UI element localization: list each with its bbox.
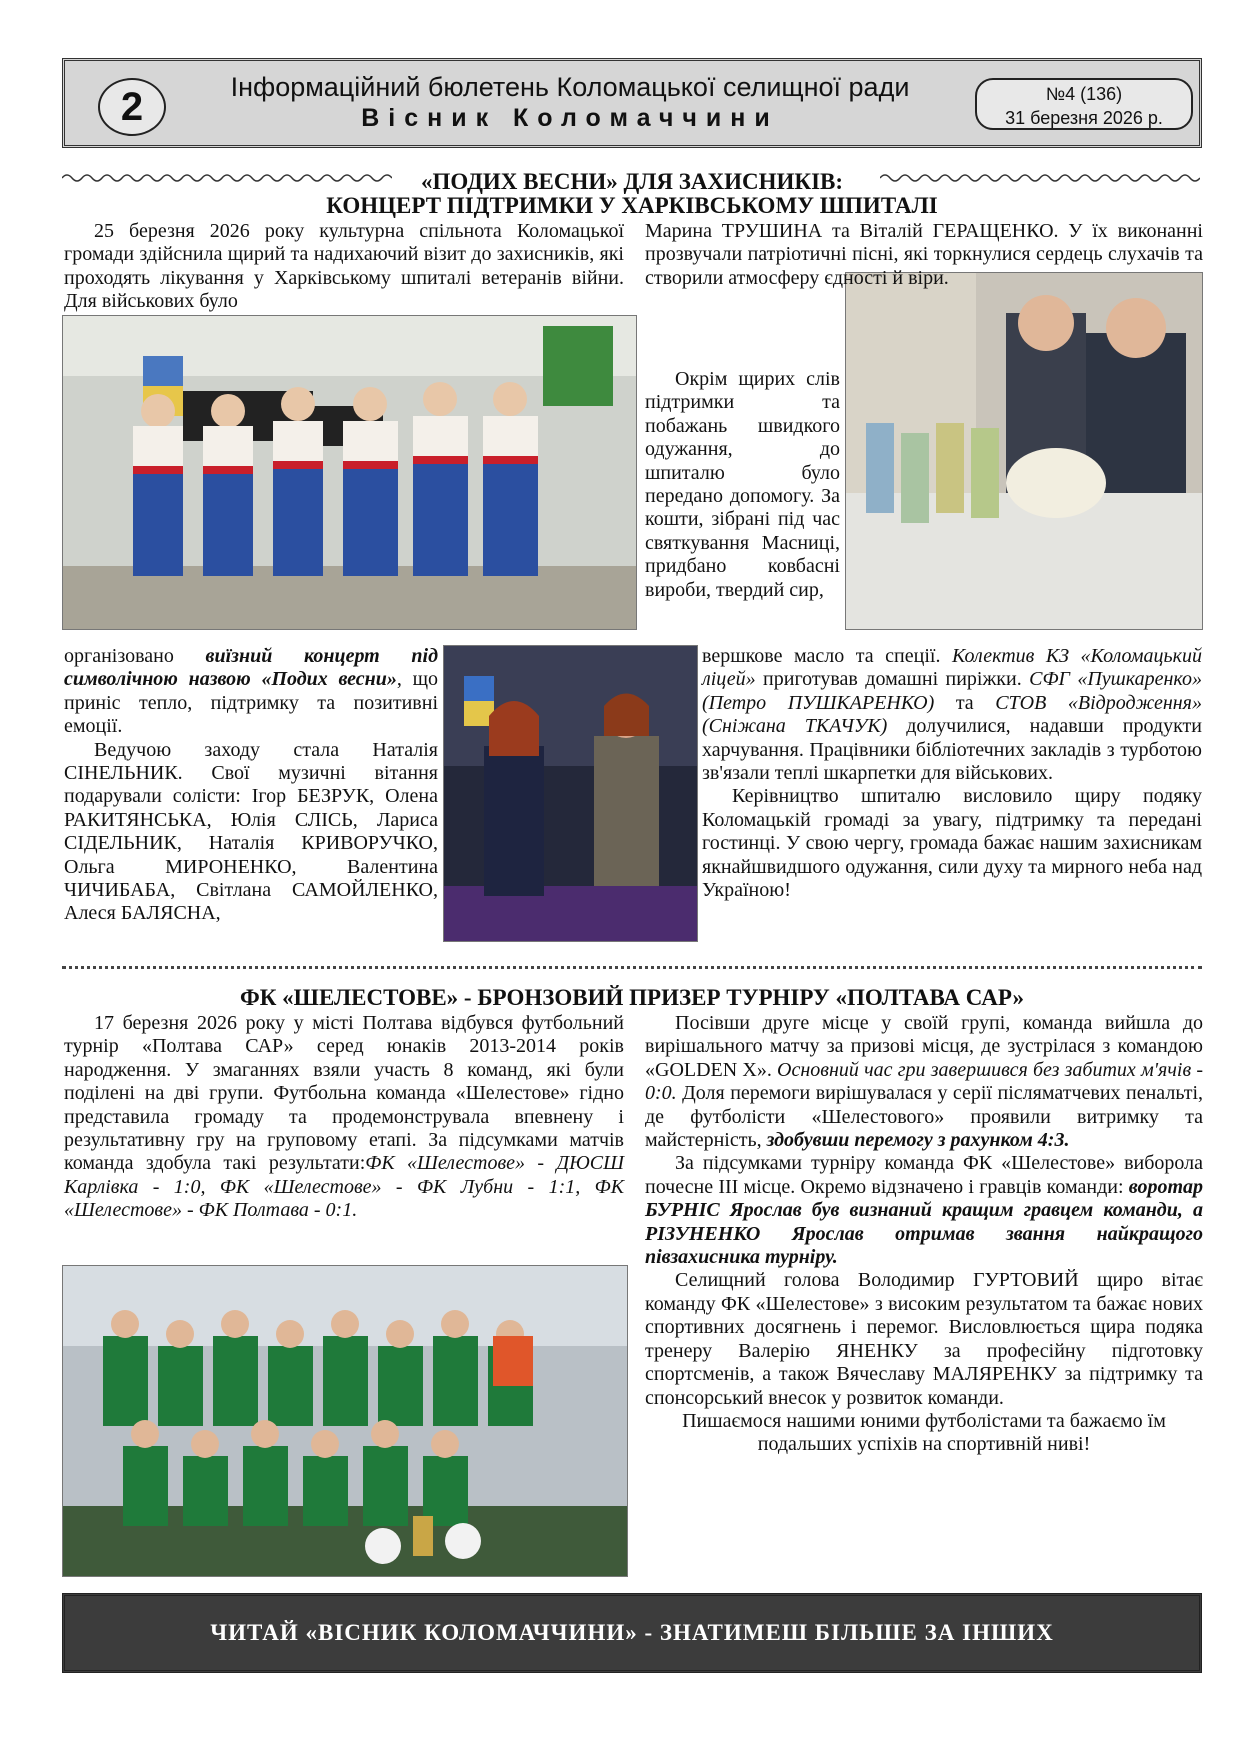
article2-place-text: За підсумками турніру команда ФК «Шелестове» виборола почесне ІІІ місце. Окремо відзначено і гравців команди: — [645, 1152, 1203, 1198]
article1-performers — [645, 220, 1203, 290]
article2-match-report — [645, 1012, 1203, 1457]
contrib-lyceum: Колектив КЗ «Коломацький ліцей» — [702, 645, 1202, 691]
article1-title-line1: «ПОДИХ ВЕСНИ» ДЛЯ ЗАХИСНИКІВ: — [420, 169, 844, 194]
article1-headline — [62, 170, 1202, 218]
article1-concert-text-c: , що приніс тепло, підтримку та позитивні емоції. — [64, 668, 438, 738]
article2-headline: ФК «ШЕЛЕСТОВЕ» - БРОНЗОВИЙ ПРИЗЕР ТУРНІРУ «ПОЛТАВА САР» — [240, 985, 1024, 1010]
choir-photo — [62, 315, 637, 630]
section-divider — [62, 966, 1202, 969]
contrib-company: СТОВ «Відродження» (Сніжана ТКАЧУК) — [702, 691, 1202, 738]
page-number: 2 — [98, 78, 166, 136]
article1-concert-name: виїзний концерт під символічною назвою «Подих весни» — [64, 645, 438, 691]
bulletin-subtitle: Інформаційний бюлетень Коломацької селищної ради — [230, 72, 910, 102]
contrib-text-e: та — [934, 691, 996, 714]
article1-contributions — [702, 645, 1202, 902]
article1-concert-paragraph — [64, 645, 438, 926]
football-team-photo — [62, 1265, 628, 1577]
singers-photo — [443, 645, 698, 942]
article2-group-results: ФК «Шелестове» - ДЮСШ Карлівка - 1:0, ФК «Шелестове» - ФК Лубни - 1:1, ФК «Шелестове» - ФК Полтава - 0:1. — [64, 1152, 625, 1222]
article2-intro — [64, 1012, 624, 1223]
contrib-text-a: вершкове масло та спеції. — [702, 645, 952, 667]
volunteers-photo — [845, 272, 1203, 630]
article2-regular-time: Основний час гри завершився без забитих м'ячів - 0:0. — [645, 1058, 1203, 1105]
article2-score: здобувши перемогу з рахунком 4:3. — [766, 1129, 1070, 1152]
footer-slogan: ЧИТАЙ «ВІСНИК КОЛОМАЧЧИНИ» - ЗНАТИМЕШ БІЛЬШЕ ЗА ІНШИХ — [62, 1593, 1202, 1673]
contrib-text-c: приготував домашні пиріжки. — [755, 668, 1030, 691]
issue-info — [975, 78, 1193, 130]
article2-intro-text: 17 березня 2026 року у місті Полтава відбувся футбольний турнір «Полтава САР» серед юнаків 2013-2014 років народження. У змаганнях взяли участь 8 команд, які були поділені на дві групи. Футбольна команда «Шелестове» гідно представила громаду та продемонструвала впевнену і результативну гру на груповому етапі. За підсумками матчів команда здобула такі результати: — [64, 1012, 624, 1175]
article2-final-text-c: Доля перемоги вирішувалася у серії післяматчевих пенальті, де футболісти «Шелестового» проявили витримку та майстерність, — [645, 1082, 1203, 1152]
article2-awards: воротар БУРНІС Ярослав був визнаний кращим гравцем команди, а РІЗУНЕНКО Ярослав отримав звання найкращого півзахисника турніру. — [645, 1175, 1203, 1269]
article1-concert-text-a: організовано — [64, 645, 206, 667]
article2-closing: Пишаємося нашими юними футболістами та бажаємо їм подальших успіхів на спортивній ниві! — [682, 1409, 1166, 1456]
bulletin-title: Вісник Коломаччини — [361, 104, 779, 132]
article1-title-line2: КОНЦЕРТ ПІДТРИМКИ У ХАРКІВСЬКОМУ ШПИТАЛІ — [326, 193, 938, 218]
article1-intro: 25 березня 2026 року культурна спільнота Коломацької громади здійснила щирий та надихаючий візит до захисників, які проходять лікування у Харківському шпиталі ветеранів війни. Для військових було — [64, 220, 624, 313]
article2-congratulations: Селищний голова Володимир ГУРТОВИЙ щиро вітає команду ФК «Шелестове» з високим результатом та бажає нових спортивних досягнень і перемог. Висловлюється щира подяка тренеру Валерію ЯНЕНКУ за професійну підготовку спортсменів, а також Вячеславу МАЛЯРЕНКУ за підтримку та спонсорський внесок у розвиток команди. — [645, 1269, 1203, 1409]
article1-closing-paragraph: Керівництво шпиталю висловило щиру подяку Коломацькій громаді за увагу, підтримку та передані гостинці. У свою чергу, громада бажає нашим захисникам якнайшвидшого одужання, сили духу та мирного неба над Україною! — [702, 785, 1202, 902]
contrib-text-g: долучилися, надавши продукти харчування. Працівники бібліотечних закладів з турботою зв'язали теплі шкарпетки для військових. — [702, 715, 1202, 785]
issue-number: №4 (136) — [1045, 84, 1123, 104]
article1-performers-text: Марина ТРУШИНА та Віталій ГЕРАЩЕНКО. У їх виконанні прозвучали патріотичні пісні, які торкнулися сердець слухачів та створили атмосферу єдності й віри. — [645, 220, 1203, 289]
issue-date: 31 березня 2026 р. — [1005, 108, 1163, 128]
article1-soloists-paragraph: Ведучою заходу стала Наталія СІНЕЛЬНИК. Свої музичні вітання подарували солісти: Ігор БЕЗРУК, Олена РАКИТЯНСЬКА, Юлія СЛІСЬ, Лариса СІДЕЛЬНИК, Наталія КРИВОРУЧКО, Ольга МИРОНЕНКО, Валентина ЧИЧИБАБА, Світлана САМОЙЛЕНКО, Алеся БАЛЯСНА, — [64, 738, 438, 925]
article2-final-text-a: Посівши друге місце у своїй групі, команда вийшла до вирішального матчу за призові місця, де зустрілася з командою «GOLDEN X». — [645, 1012, 1203, 1081]
contrib-farm: СФГ «Пушкаренко» (Петро ПУШКАРЕНКО) — [702, 668, 1202, 714]
article1-help-paragraph: Окрім щирих слів підтримки та побажань швидкого одужання, до шпиталю було передано допомогу. За кошти, зібрані під час святкування Масниці, придбано ковбасні вироби, твердий сир, — [645, 368, 840, 601]
